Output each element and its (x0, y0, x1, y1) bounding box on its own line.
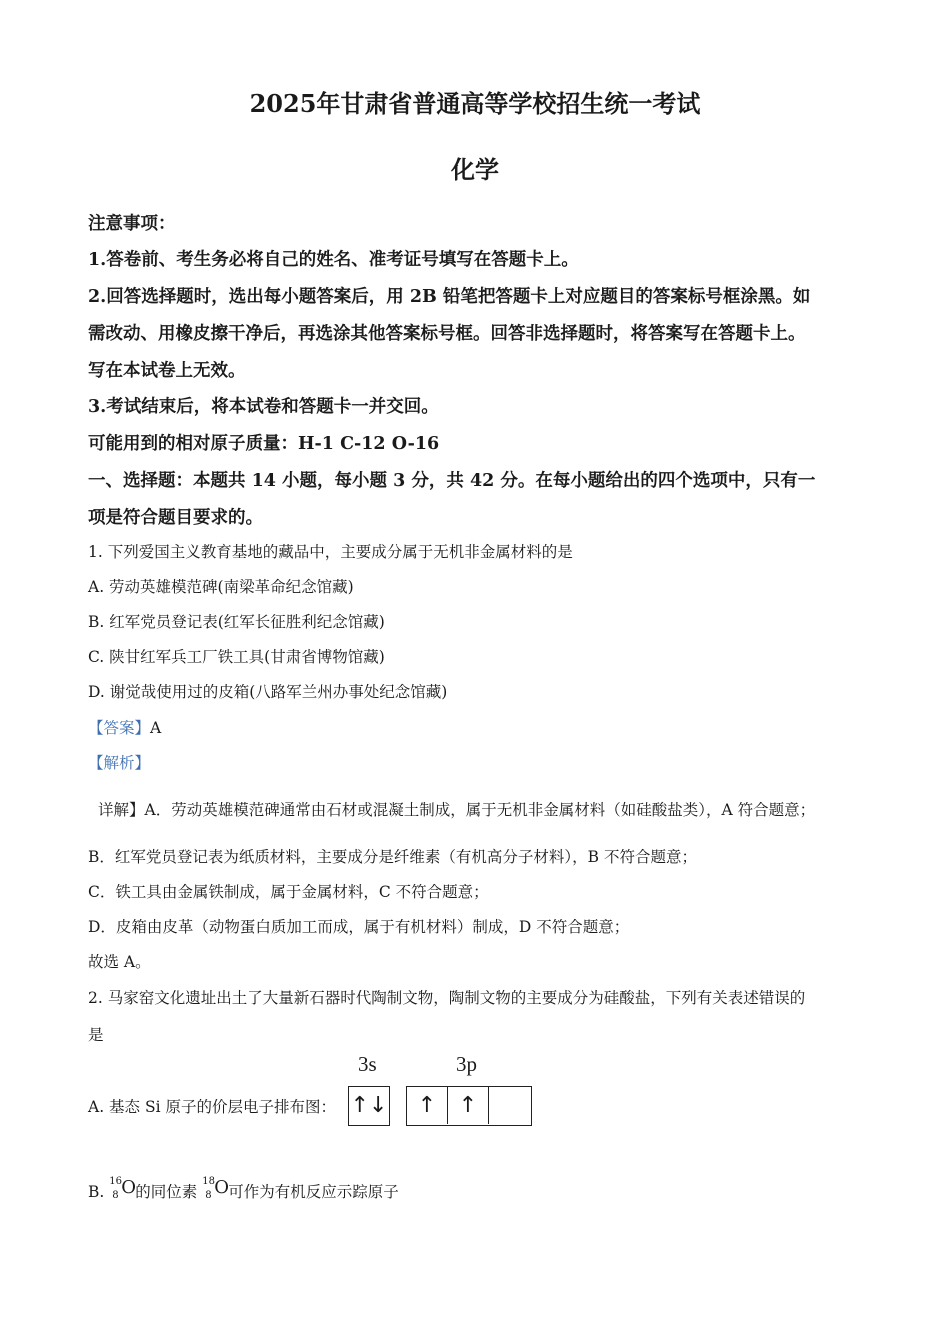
q1-option-d: D. 谢觉哉使用过的皮箱(八路军兰州办事处纪念馆藏) (88, 683, 448, 701)
exam-title: 2025年甘肃省普通高等学校招生统一考试 (249, 89, 701, 118)
section-1-heading-line-2: 项是符合题目要求的。 (88, 508, 263, 528)
q1-detail-a: 详解】A．劳动英雄模范碑通常由石材或混凝土制成，属于无机非金属材料（如硅酸盐类），A 符合题意； (98, 801, 816, 819)
orbital-3p-cell-1: ↑ (407, 1087, 448, 1124)
q2-option-b-prefix: B. (88, 1183, 105, 1201)
isotope-o18-symbol: O (214, 1177, 229, 1198)
orbital-3s-box (348, 1086, 390, 1126)
q2-option-b (88, 1176, 399, 1203)
isotope-o16-number: 8 (112, 1190, 119, 1201)
answer-value: A (150, 719, 162, 737)
orbital-3p-cell-3 (490, 1087, 530, 1124)
q1-option-a: A. 劳动英雄模范碑(南梁革命纪念馆藏) (88, 578, 354, 596)
q2-option-a: A. 基态 Si 原子的价层电子排布图： (88, 1098, 336, 1116)
q2-option-b-suffix: 可作为有机反应示踪原子 (228, 1183, 399, 1201)
notice-item-3: 3.考试结束后，将本试卷和答题卡一并交回。 (88, 397, 439, 417)
notice-heading: 注意事项： (88, 214, 176, 234)
q1-detail-c: C．铁工具由金属铁制成，属于金属材料，C 不符合题意； (88, 883, 489, 901)
orbital-label-3s: 3s (358, 1052, 377, 1076)
atomic-masses: 可能用到的相对原子质量：H-1 C-12 O-16 (88, 434, 440, 454)
notice-item-2-line-1: 2.回答选择题时，选出每小题答案后，用 2B 铅笔把答题卡上对应题目的答案标号框涂黑。如 (88, 287, 811, 307)
orbital-label-3p: 3p (456, 1052, 477, 1076)
section-1-heading-line-1: 一、选择题：本题共 14 小题，每小题 3 分，共 42 分。在每小题给出的四个选项中，只有一 (88, 471, 816, 491)
subject-title: 化学 (451, 155, 499, 184)
q2-option-b-mid: 的同位素 (135, 1183, 198, 1201)
q1-conclusion: 故选 A。 (88, 953, 151, 971)
q1-detail-b: B．红军党员登记表为纸质材料，主要成分是纤维素（有机高分子材料），B 不符合题意； (88, 848, 697, 866)
notice-item-2-line-3: 写在本试卷上无效。 (88, 361, 246, 381)
isotope-o18 (202, 1176, 229, 1203)
answer-tag: 【答案】 (88, 719, 151, 737)
q1-analysis-tag: 【解析】 (88, 754, 151, 772)
orbital-3p-box (406, 1086, 532, 1126)
isotope-o16-symbol: O (121, 1177, 137, 1198)
isotope-o16 (109, 1176, 137, 1203)
isotope-o18-number: 8 (205, 1190, 212, 1201)
q1-option-b: B. 红军党员登记表(红军长征胜利纪念馆藏) (88, 613, 385, 631)
q1-answer (88, 716, 161, 738)
notice-item-2-line-2: 需改动、用橡皮擦干净后，再选涂其他答案标号框。回答非选择题时，将答案写在答题卡上。 (88, 324, 806, 344)
notice-item-1: 1.答卷前、考生务必将自己的姓名、准考证号填写在答题卡上。 (88, 250, 579, 270)
q2-stem-line-2: 是 (88, 1026, 104, 1044)
q2-stem-line-1: 2. 马家窑文化遗址出土了大量新石器时代陶制文物，陶制文物的主要成分为硅酸盐，下列有关表述错误的 (88, 989, 806, 1007)
q1-stem: 1. 下列爱国主义教育基地的藏品中，主要成分属于无机非金属材料的是 (88, 543, 573, 561)
isotope-o18-mass: 18 (202, 1176, 215, 1187)
q1-option-c: C. 陕甘红军兵工厂铁工具(甘肃省博物馆藏) (88, 648, 385, 666)
orbital-3s-electrons: ↑↓ (350, 1093, 388, 1118)
orbital-3p-cell-2: ↑ (448, 1087, 489, 1124)
orbital-diagram (348, 1052, 538, 1132)
q1-detail-d: D．皮箱由皮革（动物蛋白质加工而成，属于有机材料）制成，D 不符合题意； (88, 918, 630, 936)
isotope-o16-mass: 16 (109, 1176, 122, 1187)
